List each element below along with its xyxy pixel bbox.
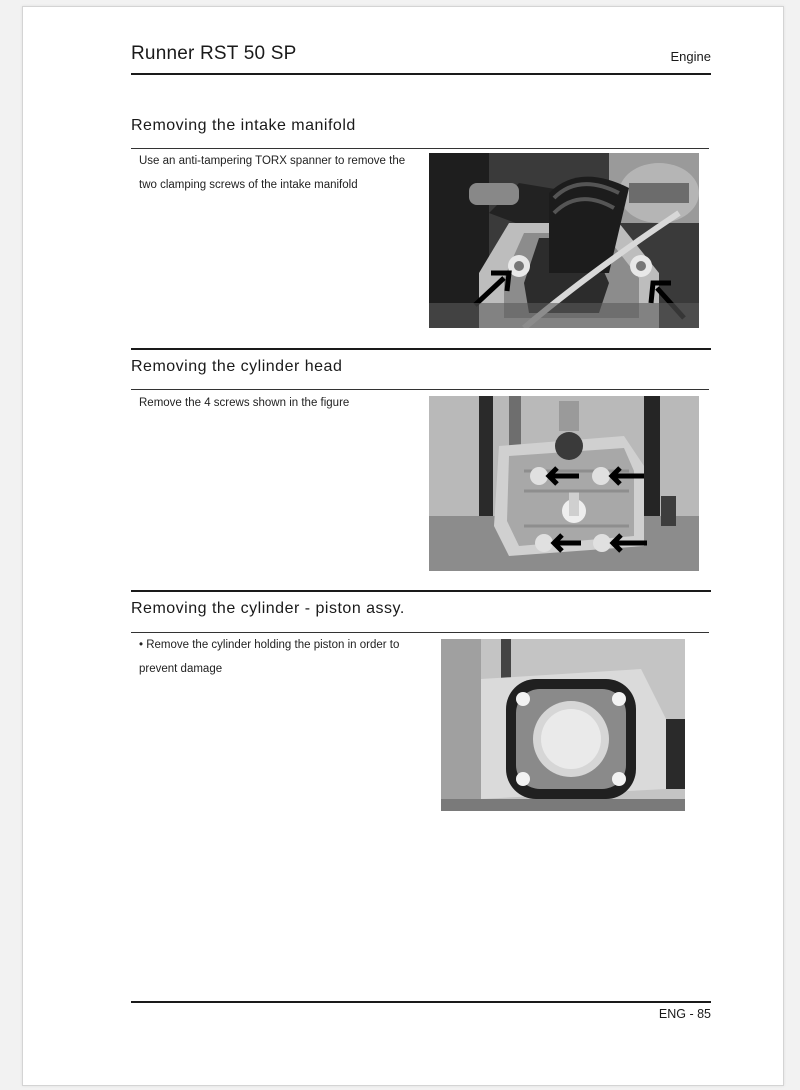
section-title-cylinder-head: Removing the cylinder head [131, 358, 343, 375]
section-title-cylinder-piston: Removing the cylinder - piston assy. [131, 600, 405, 617]
cylinder-piston-photo [441, 639, 685, 811]
header-rule [131, 73, 711, 75]
instruction-text: • Remove the cylinder holding the piston in order to prevent damage [139, 639, 400, 675]
manual-title: Runner RST 50 SP [131, 43, 297, 64]
footer-rule [131, 1001, 711, 1003]
manual-page [22, 6, 784, 1086]
instruction-text: Remove the 4 screws shown in the figure [139, 397, 350, 409]
section-title-intake-manifold: Removing the intake manifold [131, 117, 356, 134]
chapter-name: Engine [670, 49, 711, 64]
instruction-text: Use an anti-tampering TORX spanner to remove the two clamping screws of the intake manifold [139, 155, 406, 191]
section-divider [131, 590, 711, 592]
intake-manifold-photo [429, 153, 699, 328]
section-divider [131, 348, 711, 350]
page-number: ENG - 85 [658, 1007, 711, 1021]
section-rule [131, 389, 709, 390]
cylinder-head-photo [429, 396, 699, 571]
